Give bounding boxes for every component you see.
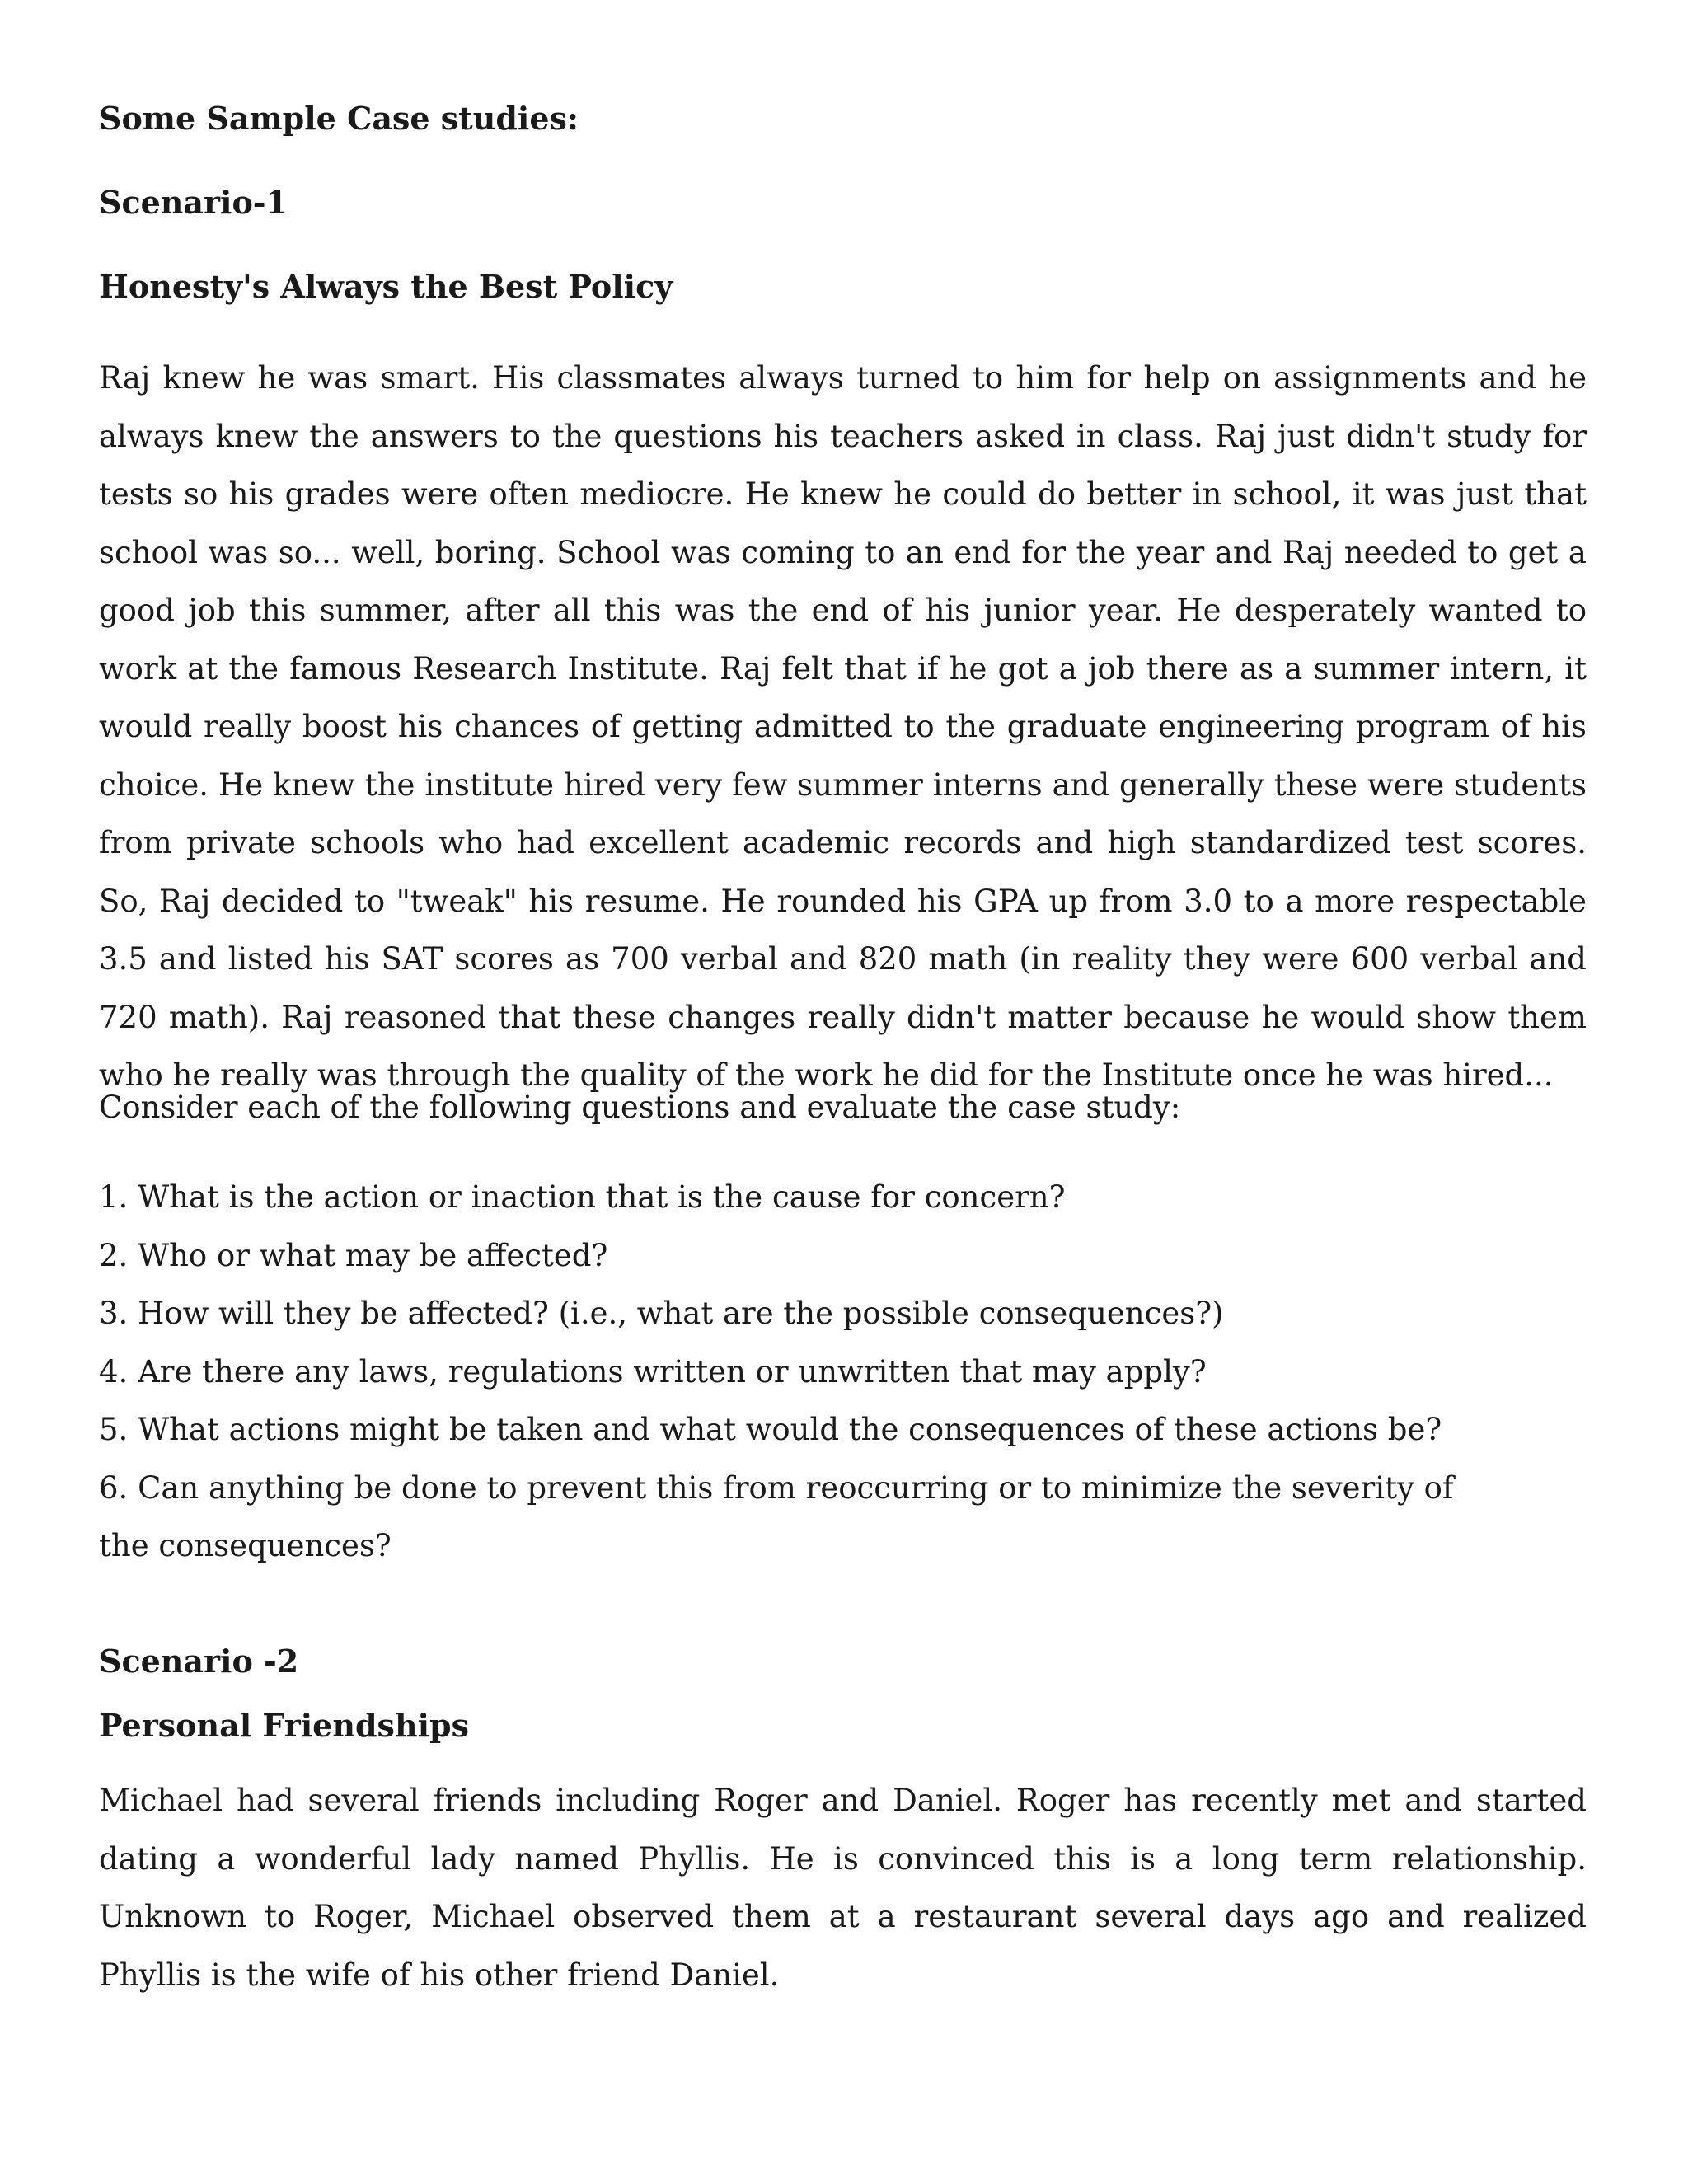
- scenario-2-label: Scenario -2: [99, 1643, 299, 1680]
- question-list: [99, 1169, 1587, 1576]
- question-item: 5. What actions might be taken and what would the consequences of these actions be?: [99, 1412, 1442, 1447]
- question-item: 3. How will they be affected? (i.e., what are the possible consequences?): [99, 1296, 1224, 1331]
- scenario-1-prompt: Consider each of the following questions and evaluate the case study:: [99, 1090, 1181, 1125]
- scenario-1-body: Raj knew he was smart. His classmates always turned to him for help on assignments and he always knew the answers to the questions his teachers asked in class. Raj just didn't study for tests so his grades were often mediocre. He knew he could do better in school, it was just that school was so... well, boring. School was coming to an end for the year and Raj needed to get a good job this summer, after all this was the end of his junior year. He desperately wanted to work at the famous Research Institute. Raj felt that if he got a job there as a summer intern, it would really boost his chances of getting admitted to the graduate engineering program of his choice. He knew the institute hired very few summer interns and generally these were students from private schools who had excellent academic records and high standardized test scores. So, Raj decided to "tweak" his resume. He rounded his GPA up from 3.0 to a more respectable 3.5 and listed his SAT scores as 700 verbal and 820 math (in reality they were 600 verbal and 720 math). Raj reasoned that these changes really didn't matter because he would show them who he really was through the quality of the work he did for the Institute once he was hired...: [99, 360, 1587, 1093]
- question-item: 2. Who or what may be affected?: [99, 1237, 608, 1273]
- scenario-1-label: Scenario-1: [99, 184, 288, 221]
- scenario-1-heading: Honesty's Always the Best Policy: [99, 268, 673, 305]
- scenario-2-heading: Personal Friendships: [99, 1707, 469, 1744]
- question-item: 6. Can anything be done to prevent this from reoccurring or to minimize the severity of the consequences?: [99, 1469, 1454, 1563]
- question-item: 4. Are there any laws, regulations written or unwritten that may apply?: [99, 1353, 1207, 1390]
- scenario-2-body: Michael had several friends including Roger and Daniel. Roger has recently met and started dating a wonderful lady named Phyllis. He is convinced this is a long term relationship. Unknown to Roger, Michael observed them at a restaurant several days ago and realized Phyllis is the wife of his other friend Daniel.: [99, 1783, 1587, 1993]
- document-title: Some Sample Case studies:: [99, 100, 579, 137]
- question-item: 1. What is the action or inaction that is the cause for concern?: [99, 1179, 1066, 1215]
